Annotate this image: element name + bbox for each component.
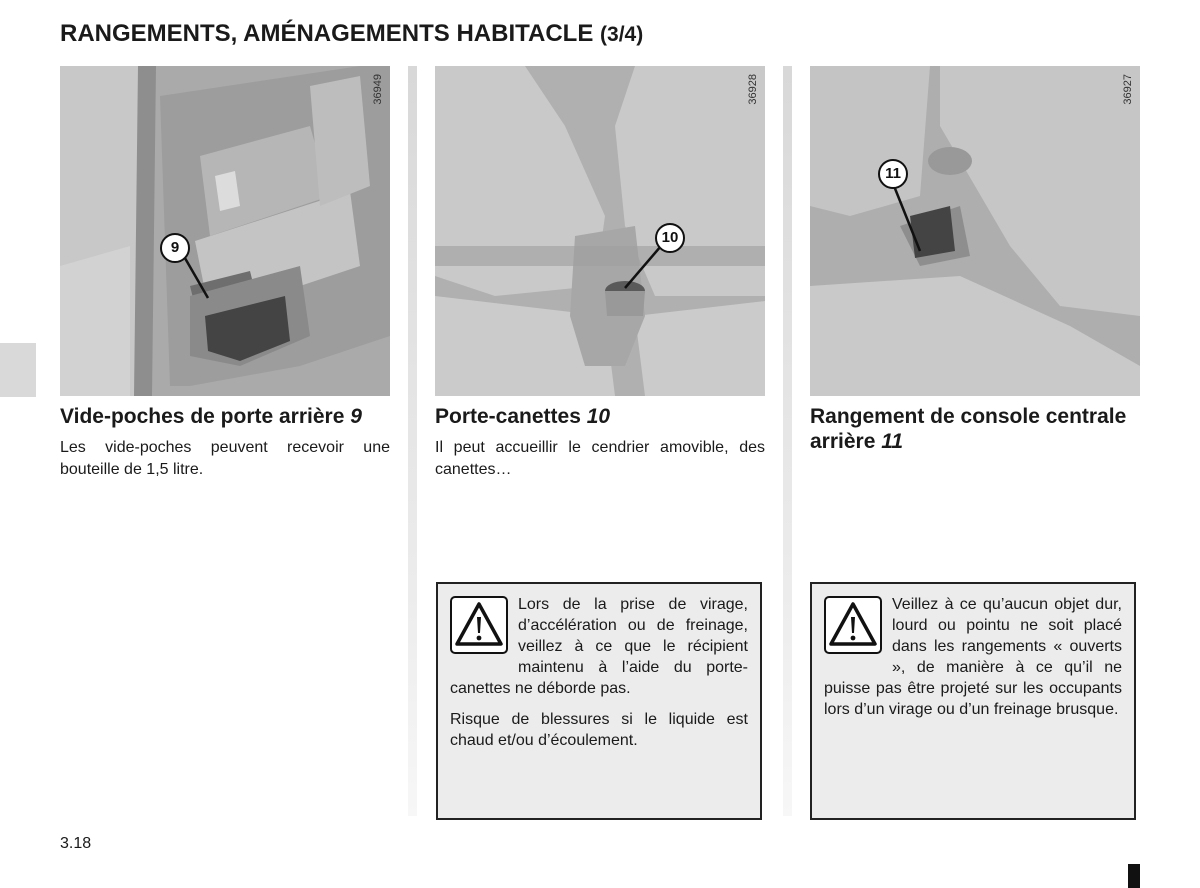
heading-text: Vide-poches de porte arrière xyxy=(60,405,345,428)
corner-mark xyxy=(1128,864,1140,888)
section-heading xyxy=(60,404,390,429)
warning-box-cup-holder xyxy=(436,582,762,820)
warning-box-open-storage xyxy=(810,582,1136,820)
page-title-main: RANGEMENTS, AMÉNAGEMENTS HABITACLE xyxy=(60,20,594,47)
page-number: 3.18 xyxy=(60,835,92,852)
body-paragraph: Il peut accueillir le cendrier amovible, des canettes… xyxy=(435,439,765,478)
console-storage-illustration xyxy=(810,66,1140,396)
heading-ref: 11 xyxy=(881,430,904,453)
door-pocket-illustration xyxy=(60,66,390,396)
warning-triangle-icon xyxy=(450,596,508,654)
figure-number: 36928 xyxy=(747,74,759,105)
heading-ref: 10 xyxy=(586,405,611,428)
warning-paragraph: Risque de blessures si le liquide est chaud et/ou d’écoulement. xyxy=(450,711,748,749)
column-separator xyxy=(408,66,417,816)
warning-triangle-icon xyxy=(824,596,882,654)
column-cup-holder xyxy=(435,66,765,481)
warning-paragraph: Veillez à ce qu’aucun objet dur, lourd ou pointu ne soit placé dans les rangements « ouverts », de manière à ce qu’il ne puisse pas être projeté sur les occupants lors d’un virage ou d’un freinage brusque. xyxy=(824,596,1122,718)
column-door-pocket xyxy=(60,66,390,481)
warning-paragraph: Lors de la prise de virage, d’accélération ou de freinage, veillez à ce que le récipient maintenu à l’aide du porte-canettes ne déborde pas. xyxy=(450,596,748,697)
callout-11: 11 xyxy=(878,159,908,189)
section-heading xyxy=(435,404,765,429)
heading-text: Rangement de console centrale arrière xyxy=(810,405,1127,453)
section-heading xyxy=(810,404,1140,454)
figure-number: 36927 xyxy=(1122,74,1134,105)
page-title-part: (3/4) xyxy=(600,23,644,46)
heading-text: Porte-canettes xyxy=(435,405,581,428)
column-console-storage xyxy=(810,66,1140,454)
body-paragraph: Les vide-poches peuvent recevoir une bouteille de 1,5 litre. xyxy=(60,439,390,478)
callout-9: 9 xyxy=(160,233,190,263)
section-tab xyxy=(0,343,36,397)
page-title xyxy=(60,20,643,48)
figure-number: 36949 xyxy=(372,74,384,105)
heading-ref: 9 xyxy=(350,405,362,428)
column-separator xyxy=(783,66,792,816)
cup-holder-illustration xyxy=(435,66,765,396)
callout-10: 10 xyxy=(655,223,685,253)
